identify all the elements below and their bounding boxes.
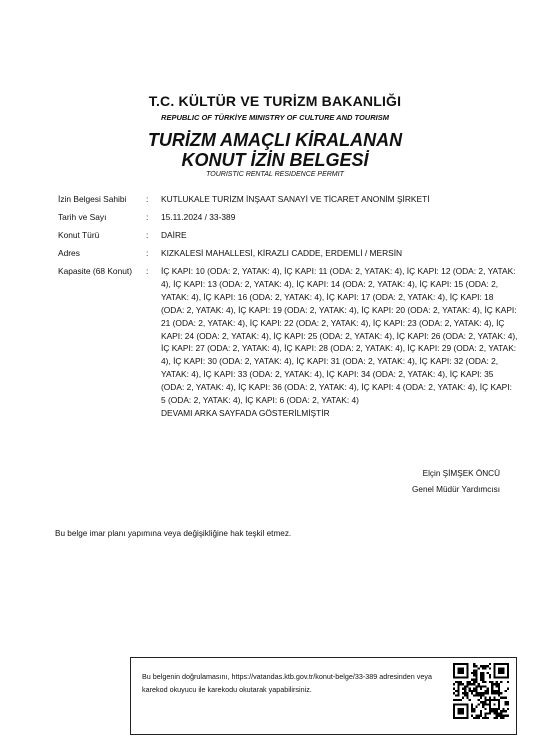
title-line-1: TURİZM AMAÇLI KİRALANAN (147, 130, 403, 150)
field-date (58, 211, 518, 224)
field-separator: : (146, 230, 149, 240)
field-label: Adres (58, 248, 80, 258)
field-address (58, 247, 518, 260)
continued-note: DEVAMI ARKA SAYFADA GÖSTERİLMİŞTİR (161, 407, 330, 418)
field-label: Tarih ve Sayı (58, 212, 107, 222)
field-label: İzin Belgesi Sahibi (58, 194, 127, 204)
field-value: KUTLUKALE TURİZM İNŞAAT SANAYİ VE TİCARET ANONİM ŞİRKETİ (161, 194, 430, 204)
field-value: İÇ KAPI: 10 (ODA: 2, YATAK: 4), İÇ KAPI: 11 (ODA: 2, YATAK: 4), İÇ KAPI: 12 (ODA: 2, YATAK: 4), İÇ KAPI: 13 (ODA: 2, YATAK: 4), İÇ KAPI: 14 (ODA: 2, YATAK: 4), İÇ KAPI: 15 (ODA: 2, YATAK: 4), İÇ KAPI: 16 (ODA: 2, YATAK: 4), İÇ KAPI: 17 (ODA: 2, YATAK: 4), İÇ KAPI: 18 (ODA: 2, YATAK: 4), İÇ KAPI: 19 (ODA: 2, YATAK: 4), İÇ KAPI: 20 (ODA: 2, YATAK: 4), İÇ KAPI: 21 (ODA: 2, YATAK: 4), İÇ KAPI: 22 (ODA: 2, YATAK: 4), İÇ KAPI: 23 (ODA: 2, YATAK: 4), İÇ KAPI: 24 (ODA: 2, YATAK: 4), İÇ KAPI: 25 (ODA: 2, YATAK: 4), İÇ KAPI: 26 (ODA: 2, YATAK: 4), İÇ KAPI: 27 (ODA: 2, YATAK: 4), İÇ KAPI: 28 (ODA: 2, YATAK: 4), İÇ KAPI: 29 (ODA: 2, YATAK: 4), İÇ KAPI: 30 (ODA: 2, YATAK: 4), İÇ KAPI: 31 (ODA: 2, YATAK: 4), İÇ KAPI: 32 (ODA: 2, YATAK: 4), İÇ KAPI: 33 (ODA: 2, YATAK: 4), İÇ KAPI: 34 (ODA: 2, YATAK: 4), İÇ KAPI: 35 (ODA: 2, YATAK: 4), İÇ KAPI: 36 (ODA: 2, YATAK: 4), İÇ KAPI: 4 (ODA: 2, YATAK: 4), İÇ KAPI: 5 (ODA: 2, YATAK: 4), İÇ KAPI: 6 (ODA: 2, YATAK: 4) (161, 266, 518, 406)
signature-block (380, 466, 500, 498)
signatory-name: Elçin ŞİMŞEK ÖNCÜ (422, 469, 500, 478)
verification-text: Bu belgenin doğrulamasını, https://vatandas.ktb.gov.tr/konut-belge/33-389 adresinden veya karekod okuyucu ile karekodu okutarak yapabilirsiniz. (142, 672, 432, 694)
document-title (0, 130, 550, 178)
verification-box (130, 657, 517, 735)
field-type (58, 229, 518, 242)
ministry-name-en: REPUBLIC OF TÜRKİYE MINISTRY OF CULTURE AND TOURISM (161, 113, 389, 122)
document-header (0, 93, 550, 122)
legal-note: Bu belge imar planı yapımına veya değişikliğine hak teşkil etmez. (55, 529, 292, 538)
field-label: Konut Türü (58, 230, 100, 240)
field-separator: : (146, 194, 149, 204)
field-owner (58, 193, 518, 206)
field-separator: : (146, 212, 149, 222)
field-value: KIZKALESİ MAHALLESİ, KİRAZLI CADDE, ERDEMLİ / MERSİN (161, 248, 403, 258)
field-capacity (58, 265, 518, 407)
signatory-title: Genel Müdür Yardımcısı (412, 485, 500, 494)
field-label: Kapasite (68 Konut) (58, 266, 133, 276)
permit-fields (58, 193, 518, 420)
title-en: TOURISTIC RENTAL RESIDENCE PERMIT (206, 171, 344, 178)
field-value: DAİRE (161, 230, 187, 240)
field-separator: : (146, 248, 149, 258)
qr-code-icon[interactable] (453, 663, 509, 719)
title-line-2: KONUT İZİN BELGESİ (181, 150, 369, 170)
ministry-name: T.C. KÜLTÜR VE TURİZM BAKANLIĞI (148, 93, 402, 109)
field-value: 15.11.2024 / 33-389 (161, 212, 236, 222)
field-separator: : (146, 266, 149, 276)
